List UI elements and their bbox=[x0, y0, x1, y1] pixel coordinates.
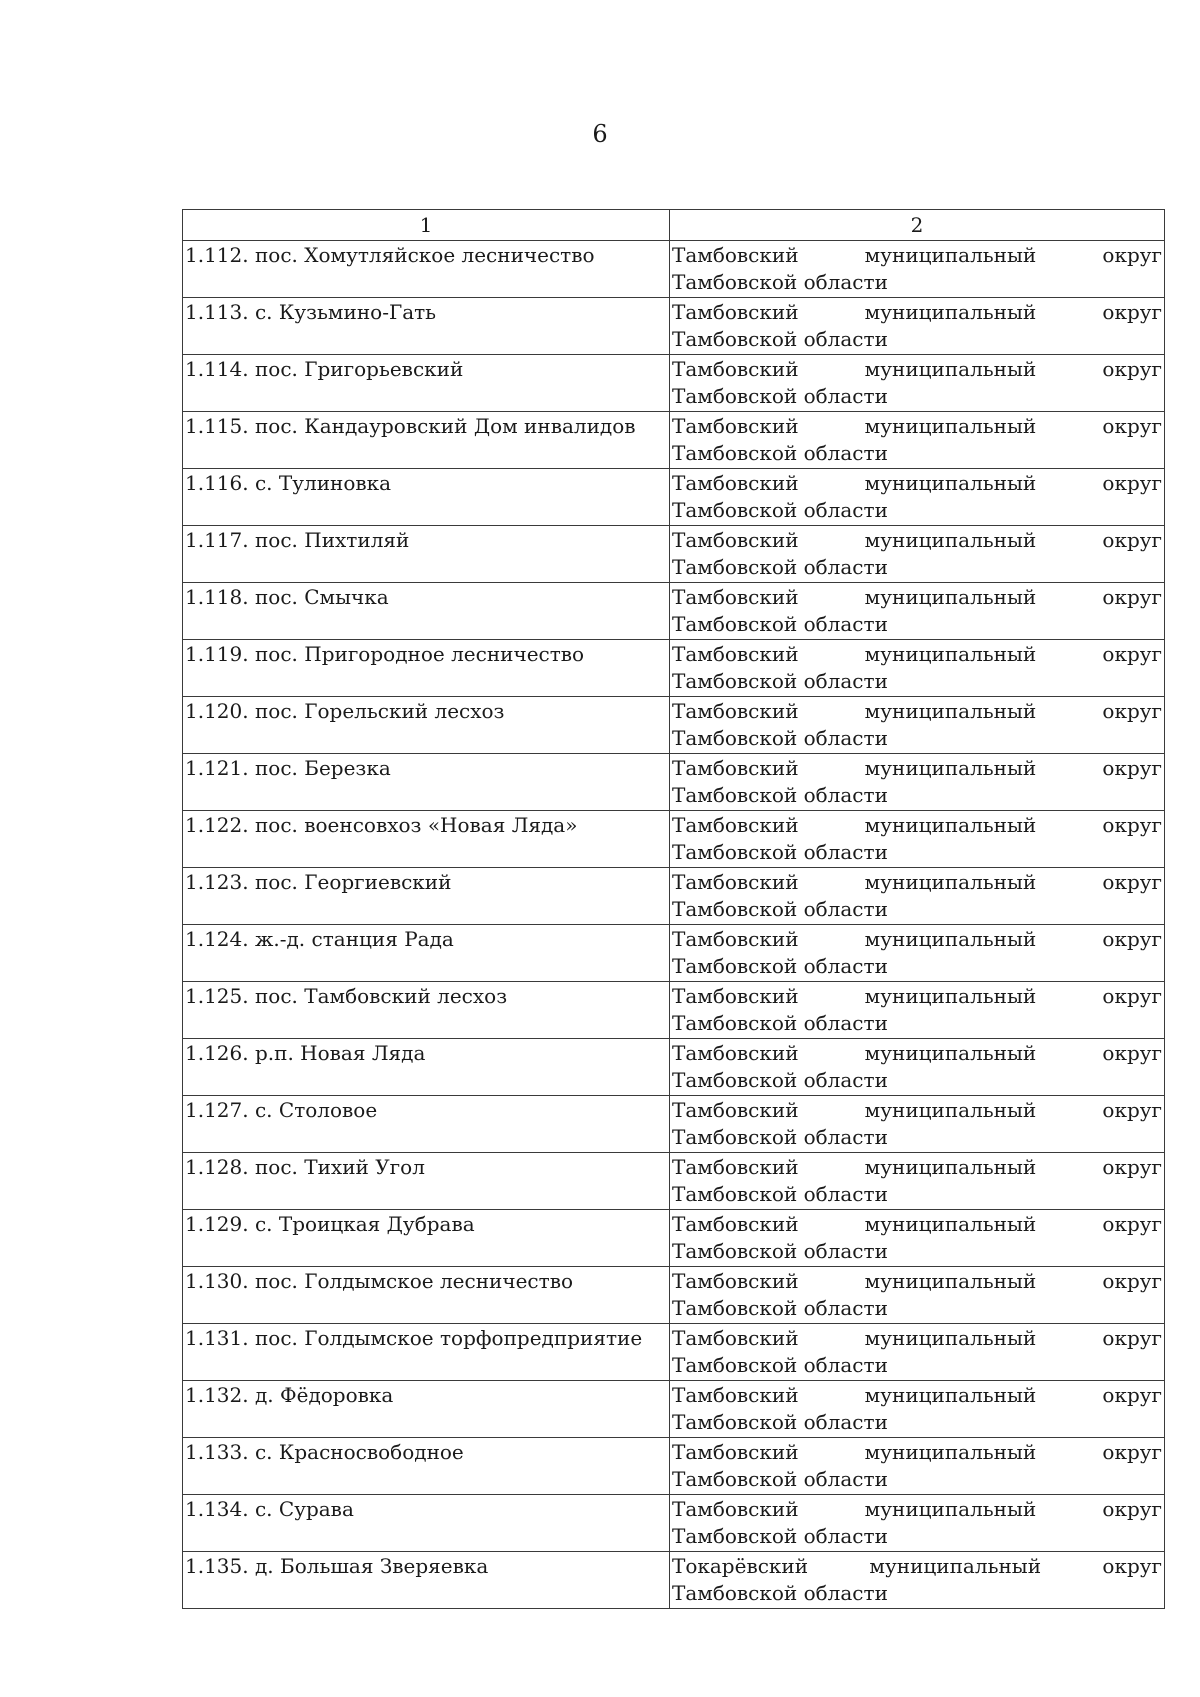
municipal-district-cell: Тамбовский муниципальный округ Тамбовской области bbox=[670, 982, 1165, 1039]
table-row bbox=[183, 1495, 1165, 1552]
settlement-cell: 1.132. д. Фёдоровка bbox=[183, 1381, 670, 1438]
municipal-district-cell: Тамбовский муниципальный округ Тамбовской области bbox=[670, 1039, 1165, 1096]
table-row bbox=[183, 583, 1165, 640]
municipal-district-cell: Токарёвский муниципальный округ Тамбовской области bbox=[670, 1552, 1165, 1609]
settlement-cell: 1.121. пос. Березка bbox=[183, 754, 670, 811]
column-header-2: 2 bbox=[670, 210, 1165, 241]
settlement-cell: 1.113. с. Кузьмино-Гать bbox=[183, 298, 670, 355]
municipal-district-cell: Тамбовский муниципальный округ Тамбовской области bbox=[670, 1324, 1165, 1381]
settlement-cell: 1.129. с. Троицкая Дубрава bbox=[183, 1210, 670, 1267]
municipal-district-cell: Тамбовский муниципальный округ Тамбовской области bbox=[670, 583, 1165, 640]
table-body bbox=[183, 241, 1165, 1609]
municipal-district-cell: Тамбовский муниципальный округ Тамбовской области bbox=[670, 412, 1165, 469]
table-row bbox=[183, 1438, 1165, 1495]
settlement-cell: 1.127. с. Столовое bbox=[183, 1096, 670, 1153]
settlement-cell: 1.118. пос. Смычка bbox=[183, 583, 670, 640]
table-row bbox=[183, 412, 1165, 469]
municipal-district-cell: Тамбовский муниципальный округ Тамбовской области bbox=[670, 1153, 1165, 1210]
table-row bbox=[183, 640, 1165, 697]
column-header-1: 1 bbox=[183, 210, 670, 241]
municipal-district-cell: Тамбовский муниципальный округ Тамбовской области bbox=[670, 640, 1165, 697]
table-row bbox=[183, 241, 1165, 298]
table-row bbox=[183, 1039, 1165, 1096]
settlement-cell: 1.112. пос. Хомутляйское лесничество bbox=[183, 241, 670, 298]
municipal-district-cell: Тамбовский муниципальный округ Тамбовской области bbox=[670, 925, 1165, 982]
table-row bbox=[183, 469, 1165, 526]
municipal-district-cell: Тамбовский муниципальный округ Тамбовской области bbox=[670, 526, 1165, 583]
table-row bbox=[183, 925, 1165, 982]
table-row bbox=[183, 1324, 1165, 1381]
settlement-cell: 1.131. пос. Голдымское торфопредприятие bbox=[183, 1324, 670, 1381]
settlement-cell: 1.126. р.п. Новая Ляда bbox=[183, 1039, 670, 1096]
table-row bbox=[183, 1381, 1165, 1438]
table-row bbox=[183, 868, 1165, 925]
municipal-district-cell: Тамбовский муниципальный округ Тамбовской области bbox=[670, 811, 1165, 868]
municipal-district-cell: Тамбовский муниципальный округ Тамбовской области bbox=[670, 1438, 1165, 1495]
settlement-cell: 1.114. пос. Григорьевский bbox=[183, 355, 670, 412]
table-row bbox=[183, 1210, 1165, 1267]
table-row bbox=[183, 1153, 1165, 1210]
table-row bbox=[183, 754, 1165, 811]
municipal-district-cell: Тамбовский муниципальный округ Тамбовской области bbox=[670, 1495, 1165, 1552]
settlement-cell: 1.123. пос. Георгиевский bbox=[183, 868, 670, 925]
municipal-district-cell: Тамбовский муниципальный округ Тамбовской области bbox=[670, 298, 1165, 355]
settlement-cell: 1.120. пос. Горельский лесхоз bbox=[183, 697, 670, 754]
settlement-cell: 1.130. пос. Голдымское лесничество bbox=[183, 1267, 670, 1324]
settlement-cell: 1.119. пос. Пригородное лесничество bbox=[183, 640, 670, 697]
table-row bbox=[183, 526, 1165, 583]
municipal-district-cell: Тамбовский муниципальный округ Тамбовской области bbox=[670, 1381, 1165, 1438]
municipal-district-cell: Тамбовский муниципальный округ Тамбовской области bbox=[670, 1096, 1165, 1153]
settlement-cell: 1.128. пос. Тихий Угол bbox=[183, 1153, 670, 1210]
settlement-cell: 1.115. пос. Кандауровский Дом инвалидов bbox=[183, 412, 670, 469]
municipal-district-cell: Тамбовский муниципальный округ Тамбовской области bbox=[670, 754, 1165, 811]
table-row bbox=[183, 298, 1165, 355]
settlement-cell: 1.125. пос. Тамбовский лесхоз bbox=[183, 982, 670, 1039]
table-row bbox=[183, 811, 1165, 868]
settlement-cell: 1.117. пос. Пихтиляй bbox=[183, 526, 670, 583]
settlement-cell: 1.134. с. Сурава bbox=[183, 1495, 670, 1552]
settlement-cell: 1.122. пос. военсовхоз «Новая Ляда» bbox=[183, 811, 670, 868]
settlements-table-container bbox=[182, 209, 1164, 1609]
municipal-district-cell: Тамбовский муниципальный округ Тамбовской области bbox=[670, 1267, 1165, 1324]
table-row bbox=[183, 1552, 1165, 1609]
municipal-district-cell: Тамбовский муниципальный округ Тамбовской области bbox=[670, 241, 1165, 298]
municipal-district-cell: Тамбовский муниципальный округ Тамбовской области bbox=[670, 868, 1165, 925]
municipal-district-cell: Тамбовский муниципальный округ Тамбовской области bbox=[670, 697, 1165, 754]
settlements-table bbox=[182, 209, 1165, 1609]
table-header-row bbox=[183, 210, 1165, 241]
municipal-district-cell: Тамбовский муниципальный округ Тамбовской области bbox=[670, 469, 1165, 526]
settlement-cell: 1.133. с. Красносвободное bbox=[183, 1438, 670, 1495]
table-row bbox=[183, 1267, 1165, 1324]
page-number: 6 bbox=[592, 120, 608, 148]
settlement-cell: 1.124. ж.-д. станция Рада bbox=[183, 925, 670, 982]
settlement-cell: 1.116. с. Тулиновка bbox=[183, 469, 670, 526]
table-row bbox=[183, 1096, 1165, 1153]
municipal-district-cell: Тамбовский муниципальный округ Тамбовской области bbox=[670, 355, 1165, 412]
table-row bbox=[183, 697, 1165, 754]
municipal-district-cell: Тамбовский муниципальный округ Тамбовской области bbox=[670, 1210, 1165, 1267]
settlement-cell: 1.135. д. Большая Зверяевка bbox=[183, 1552, 670, 1609]
table-row bbox=[183, 982, 1165, 1039]
table-row bbox=[183, 355, 1165, 412]
